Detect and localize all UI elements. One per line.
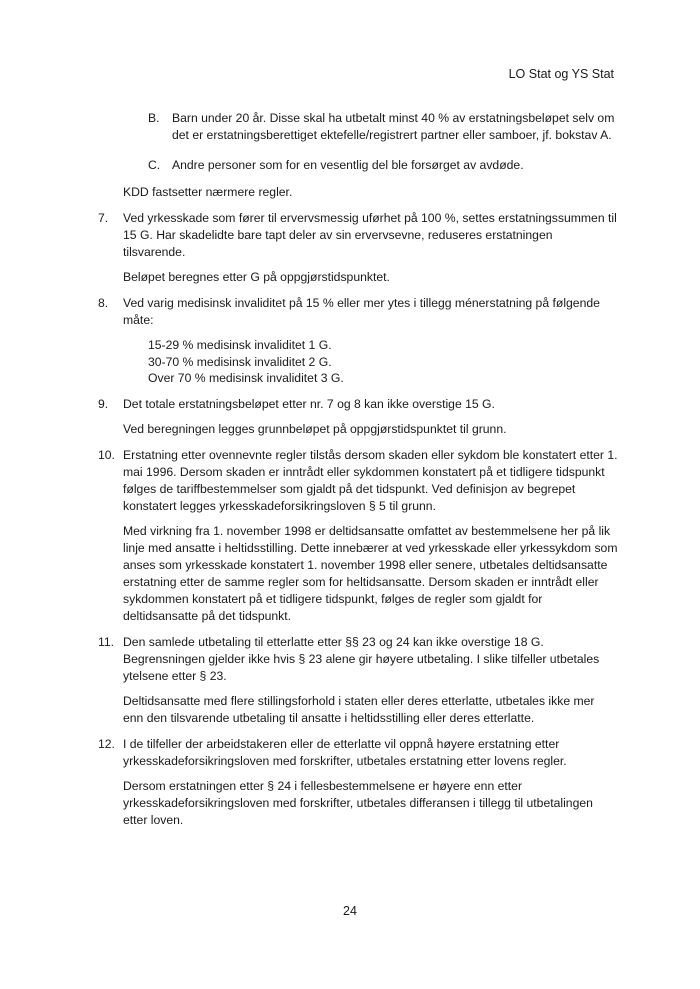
item-number: 7. bbox=[98, 211, 109, 225]
sub-item-text: Barn under 20 år. Disse skal ha utbetalt minst 40 % av erstatningsbeløpet selv om det er erstatningsberettiget ektefelle/registrert partner eller samboer, jf. bokstav A. bbox=[172, 111, 615, 142]
item-number: 10. bbox=[98, 447, 115, 462]
item-number: 9. bbox=[98, 396, 109, 411]
item-9 bbox=[98, 396, 618, 413]
item-continuation: Med virkning fra 1. november 1998 er deltidsansatte omfattet av bestemmelsene her på lik linje med ansatte i heltidsstilling. Dette innebærer at ved yrkesskade eller yrkessykdom som anses som yrkesskade konstatert 1. november 1998 eller senere, utbetales deltidsansatte erstatning etter de samme regler som for heltidsansatte. Dersom skaden er inntrådt eller sykdommen konstatert på et tidligere tidspunkt, følges de regler som gjaldt for deltidsansatte på det tidspunkt. bbox=[123, 523, 618, 623]
item-11 bbox=[98, 634, 618, 685]
item-text: Den samlede utbetaling til etterlatte etter §§ 23 og 24 kan ikke overstige 18 G. Begrensningen gjelder ikke hvis § 23 alene gir høyere utbetaling. I slike tilfeller utbetales ytelsene etter § 23. bbox=[123, 634, 600, 683]
item-text: Erstatning etter ovennevnte regler tilstås dersom skaden eller sykdom ble konstatert etter 1. mai 1996. Dersom skaden er inntrådt eller sykdommen konstatert på et tidligere tidspunkt følges de tariffbestemmelser som gjaldt på det tidspunkt. Ved definisjon av begrepet konstatert legges yrkesskadeforsikringsloven § 5 til grunn. bbox=[123, 447, 618, 513]
invalidity-list bbox=[148, 337, 618, 387]
item-text: I de tilfeller der arbeidstakeren eller de etterlatte vil oppnå høyere erstatning etter yrkesskadeforsikringsloven med forskrifter, utbetales erstatning etter lovens regler. bbox=[123, 736, 567, 768]
item-continuation: Dersom erstatningen etter § 24 i fellesbestemmelsene er høyere enn etter yrkesskadeforsikringsloven med forskrifter, utbetales differansen i tillegg til utbetalingen etter loven. bbox=[123, 778, 593, 827]
sub-item-label: C. bbox=[148, 158, 161, 172]
document-body bbox=[98, 110, 618, 838]
item-number: 12. bbox=[98, 736, 115, 751]
kdd-paragraph: KDD fastsetter nærmere regler. bbox=[123, 185, 293, 199]
sub-item-c bbox=[148, 157, 618, 174]
item-continuation: Deltidsansatte med flere stillingsforhold i staten eller deres etterlatte, utbetales ikke mer enn den tilsvarende utbetaling til ansatte i heltidsstilling eller deres etterlatte. bbox=[123, 693, 595, 725]
item-number: 11. bbox=[98, 634, 115, 649]
item-text: Ved yrkesskade som fører til ervervsmessig uførhet på 100 %, settes erstatningssummen til 15 G. Har skadelidte bare tapt deler av sin ervervsevne, reduseres erstatningen tilsvarende. bbox=[123, 211, 617, 259]
page-number: 24 bbox=[343, 904, 357, 918]
item-7 bbox=[98, 210, 618, 261]
item-continuation: Ved beregningen legges grunnbeløpet på oppgjørstidspunktet til grunn. bbox=[123, 421, 507, 436]
list-item: Over 70 % medisinsk invaliditet 3 G. bbox=[148, 371, 344, 385]
item-12 bbox=[98, 736, 618, 770]
item-text: Ved varig medisinsk invaliditet på 15 % eller mer ytes i tillegg ménerstatning på følgende måte: bbox=[123, 296, 600, 327]
item-text: Det totale erstatningsbeløpet etter nr. 7 og 8 kan ikke overstige 15 G. bbox=[123, 396, 495, 411]
list-item: 15-29 % medisinsk invaliditet 1 G. bbox=[148, 338, 332, 352]
item-number: 8. bbox=[98, 296, 109, 310]
sub-item-label: B. bbox=[148, 111, 160, 125]
item-continuation: Beløpet beregnes etter G på oppgjørstidspunktet. bbox=[123, 270, 390, 284]
sub-item-b bbox=[148, 110, 618, 144]
list-item: 30-70 % medisinsk invaliditet 2 G. bbox=[148, 354, 332, 369]
page-header: LO Stat og YS Stat bbox=[508, 67, 614, 81]
item-8 bbox=[98, 295, 618, 329]
sub-item-text: Andre personer som for en vesentlig del ble forsørget av avdøde. bbox=[172, 158, 524, 172]
item-10 bbox=[98, 447, 618, 515]
